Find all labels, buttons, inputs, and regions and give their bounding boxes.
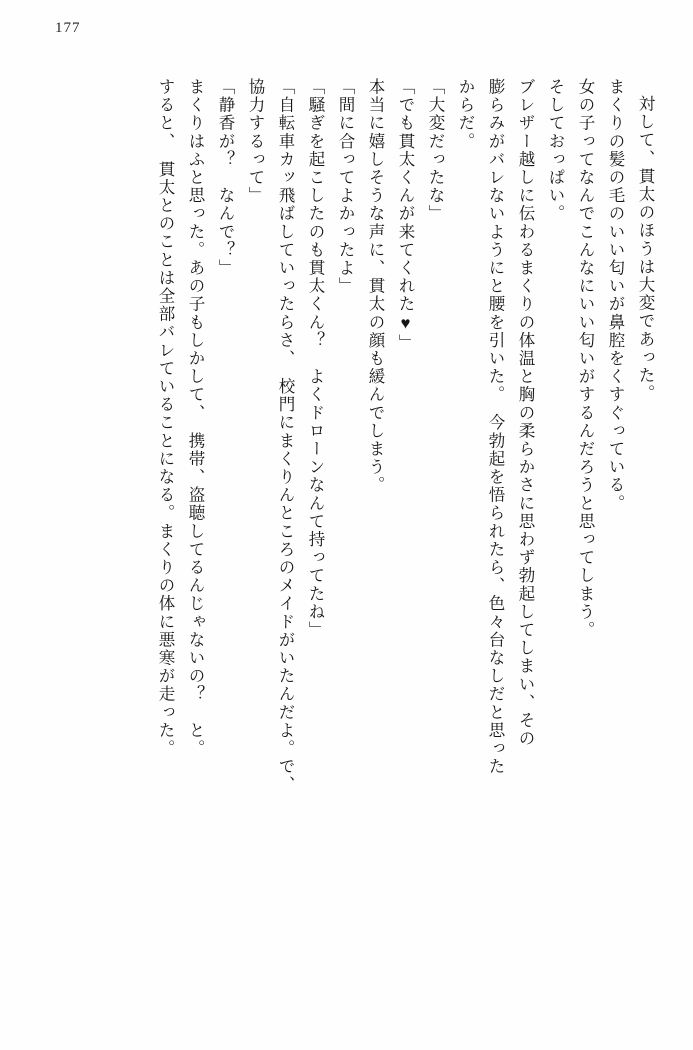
text-line: まくりの髪の毛のいい匂いが鼻腔をくすぐっている。: [606, 78, 625, 513]
text-line: 膨らみがバレないようにと腰を引いた。 今勃起を悟られたら、色々台なしだと思った: [486, 78, 505, 776]
text-line: 「大変だったな」: [426, 78, 445, 223]
text-line: 「でも貫太くんが来てくれた♥」: [396, 78, 415, 352]
text-line: 対して、貫太のほうは大変であった。: [636, 95, 655, 403]
text-line: 「間に合ってよかったよ」: [336, 78, 355, 296]
text-line: からだ。: [456, 78, 475, 151]
vertical-text-body: [18, 78, 653, 998]
text-line: すると、 貫太とのことは全部バレていることになる。まくりの体に悪寒が走った。: [156, 78, 175, 758]
text-line: 「騒ぎを起こしたのも貫太くん？ よくドローンなんて持ってたね」: [306, 78, 325, 640]
text-line: 「静香が？ なんで？」: [216, 78, 235, 278]
text-line: 「自転車カッ飛ばしていったらさ、 校門にまくりんところのメイドがいたんだよ。で、: [276, 78, 295, 794]
text-line: 協力するって」: [246, 78, 265, 205]
text-line: そしておっぱい。: [546, 78, 565, 223]
page-number: 177: [55, 20, 81, 36]
text-line: 女の子ってなんでこんなにいい匂いがするんだろうと思ってしまう。: [576, 78, 595, 640]
text-line: まくりはふと思った。あの子もしかして、 携帯、盗聴してるんじゃないの？ と。: [186, 78, 205, 758]
text-line: 本当に嬉しそうな声に、貫太の顔も緩んでしまう。: [366, 78, 385, 495]
text-line: ブレザー越しに伝わるまくりの体温と胸の柔らかさに思わず勃起してしまい、その: [516, 78, 535, 748]
